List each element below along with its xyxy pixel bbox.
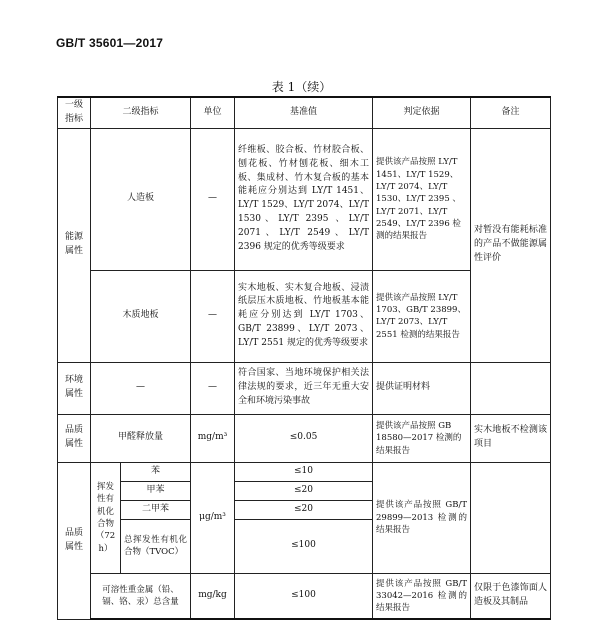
formaldehyde-unit: mg/m³ (191, 414, 235, 462)
formaldehyde-name: 甲醛释放量 (91, 414, 191, 462)
env-baseline: 符合国家、当地环境保护相关法律法规的要求，近三年无重大安全和环境污染事故 (235, 362, 373, 414)
voc-item-name: 二甲苯 (121, 500, 191, 519)
quality2-level1: 品质属性 (58, 462, 91, 619)
voc-basis: 提供该产品按照 GB/T 29899—2013 检测的结果报告 (373, 462, 471, 573)
voc-unit: μg/m³ (191, 462, 235, 573)
formaldehyde-value: ≤0.05 (235, 414, 373, 462)
voc-item-value: ≤20 (235, 481, 373, 500)
voc-item-value: ≤10 (235, 462, 373, 481)
energy-note: 对暂没有能耗标准的产品不做能源属性评价 (471, 128, 551, 362)
criteria-table (57, 96, 551, 620)
metal-unit: mg/kg (191, 573, 235, 619)
quality1-level1: 品质属性 (58, 414, 91, 462)
voc-item-name: 总挥发性有机化合物（TVOC） (121, 519, 191, 573)
floor-baseline: 实木地板、实木复合地板、浸渍纸层压木质地板、竹地板基本能耗应分别达到 LY/T 1703、GB/T 23899、LY/T 2073、LY/T 2551 规定的优秀等级要求 (235, 270, 373, 362)
table-row (58, 462, 551, 481)
floor-unit: — (191, 270, 235, 362)
metal-value: ≤100 (235, 573, 373, 619)
floor-name: 木质地板 (91, 270, 191, 362)
col-basis: 判定依据 (373, 97, 471, 128)
voc-note (471, 462, 551, 573)
env-basis: 提供证明材料 (373, 362, 471, 414)
col-level2: 二级指标 (91, 97, 191, 128)
board-baseline: 纤维板、胶合板、竹材胶合板、刨花板、竹材刨花板、细木工板、集成材、竹木复合板的基本能耗应分别达到 LY/T 1451、LY/T 1529、LY/T 2074、LY/T 1530、LY/T 2395 、LY/T 2071、LY/T 2549、LY/T 2396 规定的优秀等级要求 (235, 128, 373, 270)
env-note (471, 362, 551, 414)
energy-level1: 能源属性 (58, 128, 91, 362)
board-unit: — (191, 128, 235, 270)
col-level1: 一级指标 (58, 97, 91, 128)
standard-code: GB/T 35601—2017 (56, 36, 164, 50)
formaldehyde-basis: 提供该产品按照 GB 18580—2017 检测的结果报告 (373, 414, 471, 462)
env-level1: 环境属性 (58, 362, 91, 414)
metal-name: 可溶性重金属（铅、镉、铬、汞）总含量 (91, 573, 191, 619)
table-caption: 表 1（续） (271, 80, 332, 94)
formaldehyde-note: 实木地板不检测该项目 (471, 414, 551, 462)
table-row (58, 414, 551, 462)
table-header-row (58, 97, 551, 128)
table-row (58, 573, 551, 619)
col-unit: 单位 (191, 97, 235, 128)
table-row (58, 362, 551, 414)
metal-basis: 提供该产品按照 GB/T 33042—2016 检测的结果报告 (373, 573, 471, 619)
col-baseline: 基准值 (235, 97, 373, 128)
col-note: 备注 (471, 97, 551, 128)
voc-item-name: 甲苯 (121, 481, 191, 500)
board-basis: 提供该产品按照 LY/T 1451、LY/T 1529、LY/T 2074、LY/T 1530、LY/T 2395 、LY/T 2071、LY/T 2549、LY/T 2396 检测的结果报告 (373, 128, 471, 270)
metal-note: 仅限于色漆饰面人造板及其制品 (471, 573, 551, 619)
voc-item-name: 苯 (121, 462, 191, 481)
table-row (58, 128, 551, 270)
board-name: 人造板 (91, 128, 191, 270)
env-unit: — (191, 362, 235, 414)
voc-group: 挥发性有机化合物（72 h） (91, 462, 121, 573)
voc-item-value: ≤20 (235, 500, 373, 519)
floor-basis: 提供该产品按照 LY/T 1703、GB/T 23899、LY/T 2073、LY/T 2551 检测的结果报告 (373, 270, 471, 362)
env-level2: — (91, 362, 191, 414)
voc-item-value: ≤100 (235, 519, 373, 573)
